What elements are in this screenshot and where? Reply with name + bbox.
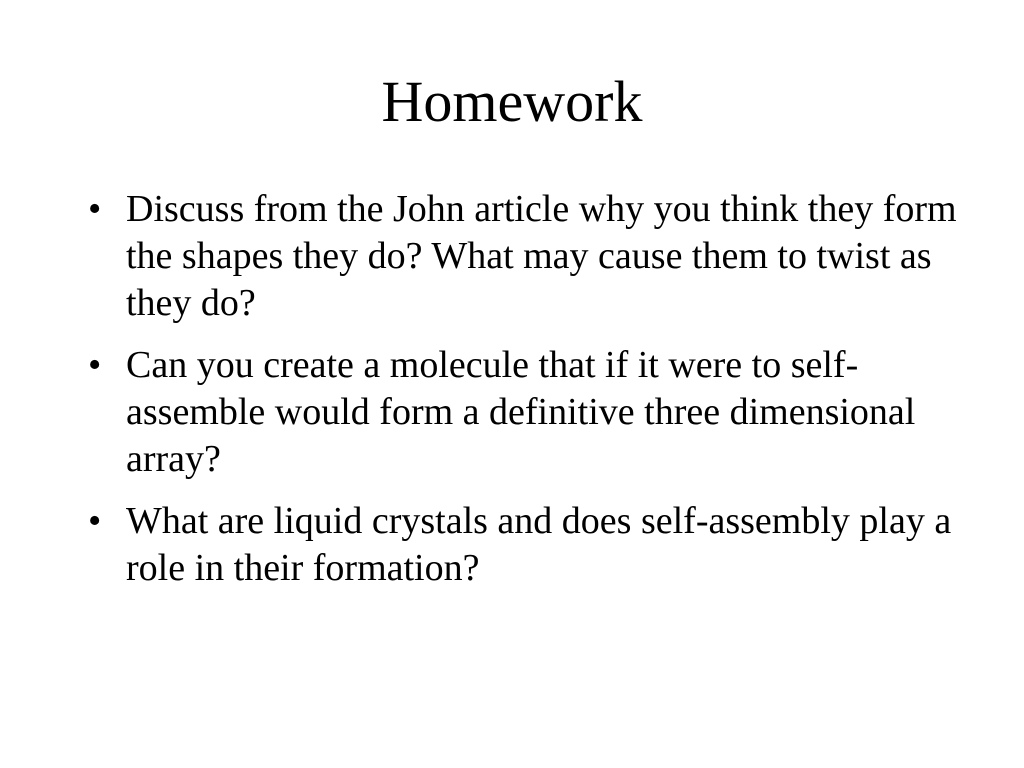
slide-title: Homework	[381, 69, 643, 134]
bullet-icon: •	[88, 188, 102, 230]
bullet-text: Discuss from the John article why you think they form the shapes they do? What may cause them to twist as they do?	[126, 188, 957, 324]
bullet-text: Can you create a molecule that if it were to self-assemble would form a definitive three dimensional array?	[126, 344, 916, 480]
bullet-list	[88, 186, 968, 607]
bullet-item	[88, 186, 968, 327]
bullet-text: What are liquid crystals and does self-assembly play a role in their formation?	[126, 500, 952, 589]
bullet-icon: •	[88, 500, 102, 542]
bullet-icon: •	[88, 344, 102, 386]
bullet-item	[88, 498, 968, 592]
bullet-item	[88, 342, 968, 483]
